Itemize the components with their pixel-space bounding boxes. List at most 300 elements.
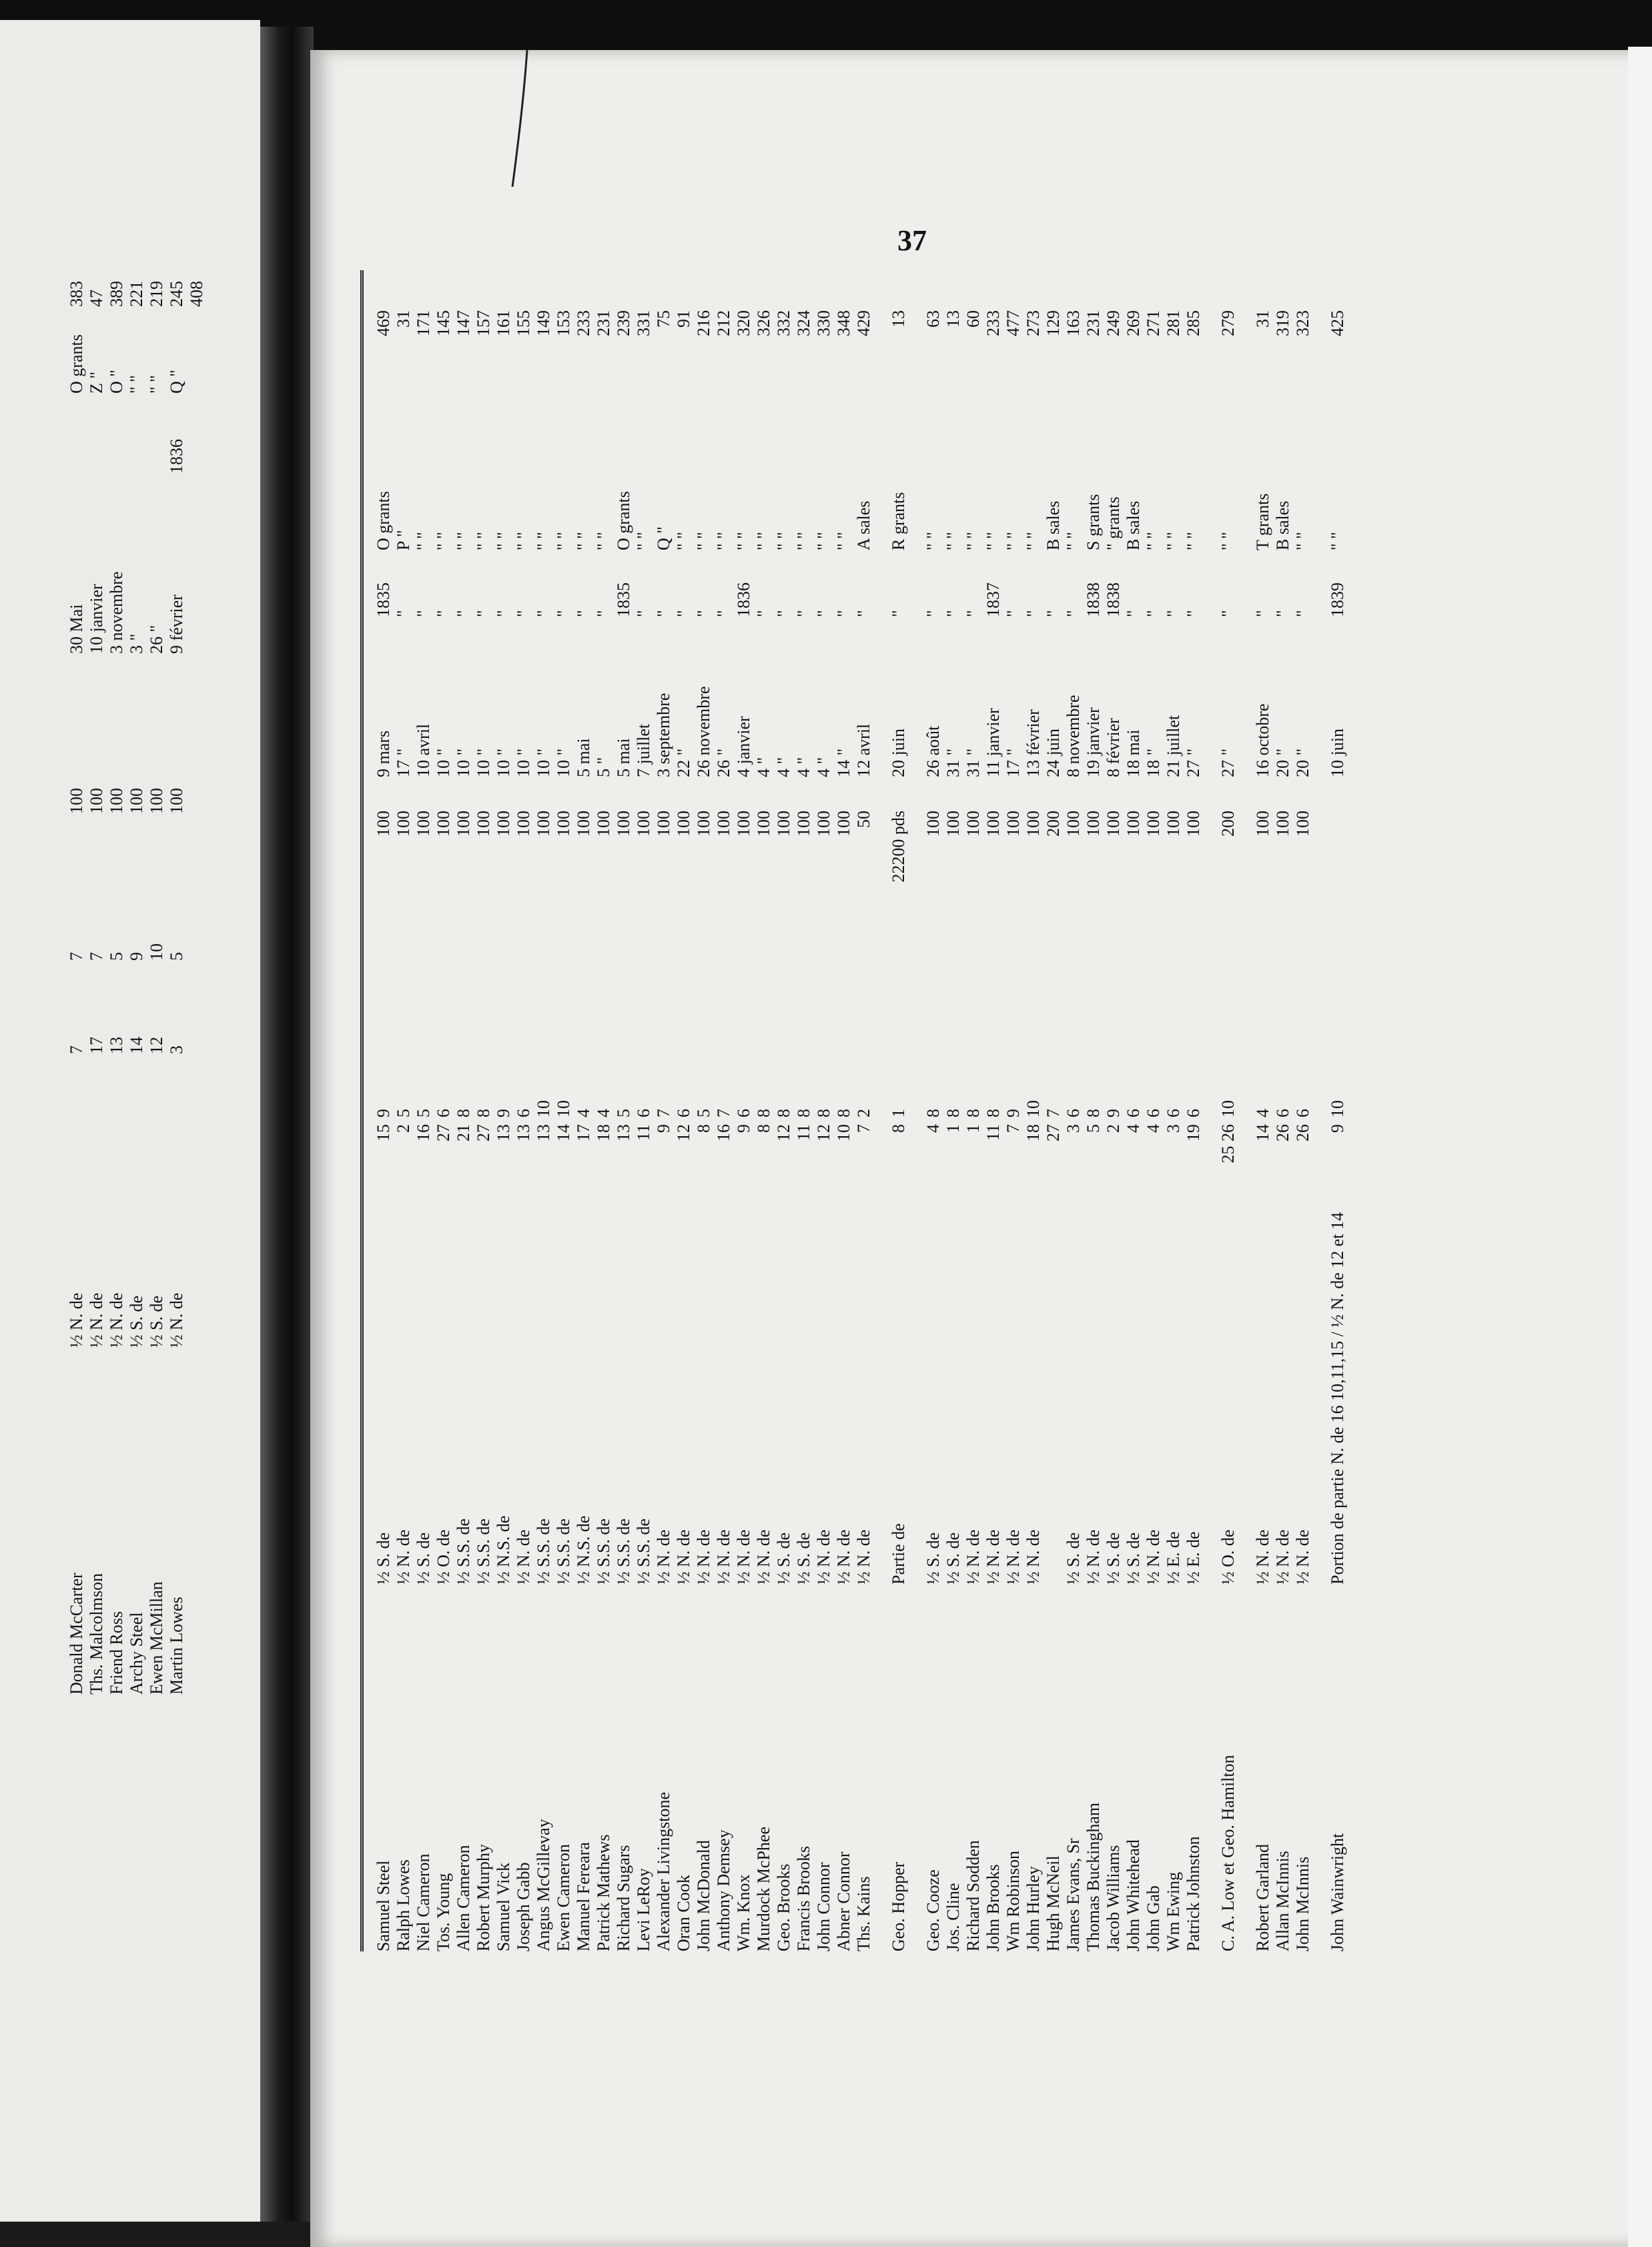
cell-area: 100	[634, 811, 653, 837]
cell-year: "	[794, 610, 813, 617]
cell-cls: " "	[714, 532, 733, 550]
cell-lot: 8	[694, 1124, 713, 1133]
facing-table-row	[167, 227, 187, 1695]
cell-area: 100	[554, 811, 573, 837]
cell-lot: 18	[594, 1124, 613, 1142]
cell-folio: 63	[923, 310, 943, 328]
cell-year: "	[1044, 610, 1063, 617]
cell-year: 1837	[983, 582, 1003, 617]
cell-name: Wm. Knox	[734, 1874, 753, 1951]
cell-date: 5 mai	[574, 738, 593, 777]
cell-cls: " "	[923, 532, 943, 550]
cell-year: "	[474, 610, 493, 617]
facing-table-row	[67, 227, 87, 1695]
cell-folio: 269	[1124, 310, 1143, 336]
cell-lot: 27	[474, 1124, 493, 1142]
cell-date: 12 avril	[854, 723, 873, 777]
table-row	[834, 270, 854, 1951]
cell-cls: " "	[983, 532, 1003, 550]
cell-folio: 155	[514, 310, 533, 336]
cell-cls: " "	[474, 532, 493, 550]
cell-area: 100	[1084, 811, 1103, 837]
cell-con: 6	[634, 1109, 653, 1117]
cell-lot: 19	[1184, 1124, 1203, 1142]
cell-con: 6	[1184, 1109, 1203, 1117]
cell-year: "	[574, 610, 593, 617]
facing-table-row	[107, 227, 127, 1695]
cell-cls: B sales	[1273, 500, 1292, 550]
cell-area: 100	[923, 811, 943, 837]
cell-name: John Connor	[814, 1862, 833, 1951]
cell-cls: " "	[694, 532, 713, 550]
cell-cls: " "	[963, 532, 983, 550]
facing-cell-part: ½ N. de	[107, 1292, 126, 1348]
cell-con: 9	[1104, 1109, 1123, 1117]
cell-name: John McInnis	[1293, 1856, 1312, 1951]
cell-name: Murdock McPhee	[754, 1826, 773, 1951]
table-row	[1124, 270, 1144, 1951]
cell-year: "	[754, 610, 773, 617]
cell-cls: S grants	[1084, 494, 1103, 550]
cell-part: Partie de	[889, 1523, 908, 1585]
cell-name: Oran Cook	[674, 1875, 693, 1951]
cell-con: 6	[1144, 1109, 1163, 1117]
table-row	[1003, 270, 1023, 1951]
cell-con: 6	[1124, 1109, 1143, 1117]
cell-cls: " "	[1164, 532, 1183, 550]
cell-year: "	[654, 610, 673, 617]
cell-cls: " "	[1328, 532, 1347, 550]
cell-part: ½ S.S. de	[614, 1518, 633, 1585]
cell-area: 100	[814, 811, 833, 837]
cell-part: ½ N. de	[1253, 1529, 1272, 1585]
cell-year: "	[434, 610, 453, 617]
cell-part: ½ S.S. de	[634, 1518, 653, 1585]
cell-lot: 13	[534, 1124, 553, 1142]
facing-page-fragment	[0, 20, 260, 2222]
cell-folio: 129	[1044, 310, 1063, 336]
facing-cell-date: 9 février	[167, 594, 186, 654]
cell-year: 1838	[1084, 582, 1103, 617]
cell-folio: 13	[943, 310, 963, 328]
cell-date: 20 juin	[889, 729, 908, 777]
cell-con: 10	[1218, 1100, 1238, 1117]
cell-cls: " "	[514, 532, 533, 550]
cell-cls: " "	[1064, 532, 1083, 550]
land-grants-table	[360, 270, 1394, 1951]
cell-cls: " "	[594, 532, 613, 550]
cell-area: 100	[1003, 811, 1023, 837]
cell-cls: A sales	[854, 500, 873, 550]
cell-con: 6	[674, 1109, 693, 1117]
cell-date: 10 "	[454, 748, 473, 777]
cell-cls: " "	[754, 532, 773, 550]
cell-cls: " "	[554, 532, 573, 550]
cell-area: 100	[414, 811, 433, 837]
cell-year: "	[554, 610, 573, 617]
cell-folio: 13	[889, 310, 908, 328]
cell-con: 10	[534, 1100, 553, 1117]
cell-folio: 212	[714, 310, 733, 336]
cell-lot: 16	[414, 1124, 433, 1142]
cell-part: ½ N. de	[654, 1529, 673, 1585]
cell-area: 100	[1293, 811, 1312, 837]
facing-cell-area: 100	[167, 788, 186, 814]
cell-date: 10 "	[514, 748, 533, 777]
cell-lot: 3	[1064, 1124, 1083, 1133]
table-row	[614, 270, 634, 1951]
cell-name: Robert Garland	[1253, 1843, 1272, 1951]
facing-table-row	[187, 227, 207, 1695]
cell-name: Patrick Johnston	[1184, 1836, 1203, 1951]
cell-part: ½ N. de	[983, 1529, 1003, 1585]
cell-con: 6	[1064, 1109, 1083, 1117]
cell-year: "	[594, 610, 613, 617]
cell-name: Manuel Fereara	[574, 1842, 593, 1951]
facing-cell-area: 100	[67, 788, 86, 814]
cell-date: 7 juillet	[634, 723, 653, 777]
cell-lot: 11	[983, 1124, 1003, 1142]
table-row	[394, 270, 414, 1951]
table-row	[963, 270, 983, 1951]
cell-lot: 5	[1084, 1124, 1103, 1133]
cell-date: 4 "	[814, 757, 833, 777]
facing-page-table	[27, 227, 227, 1695]
table-row	[1144, 270, 1164, 1951]
cell-date: 8 février	[1104, 718, 1123, 777]
cell-folio: 75	[654, 310, 673, 328]
facing-table-row	[127, 227, 147, 1695]
table-row	[694, 270, 714, 1951]
cell-cls: T grants	[1253, 493, 1272, 550]
cell-cls: " grants	[1104, 496, 1123, 550]
cell-year: "	[1023, 610, 1043, 617]
table-top-rule	[360, 270, 364, 1951]
cell-year: "	[1218, 610, 1238, 617]
facing-cell-date: 3 novembre	[107, 571, 126, 654]
cell-year: "	[834, 610, 853, 617]
cell-con: 10	[1328, 1100, 1347, 1117]
cell-con: 4	[574, 1109, 593, 1117]
table-row	[714, 270, 734, 1951]
cell-folio: 332	[774, 310, 793, 336]
facing-table-row	[147, 227, 167, 1695]
facing-cell-lot: 12	[147, 1037, 166, 1054]
cell-con: 5	[394, 1109, 413, 1117]
table-row	[654, 270, 674, 1951]
cell-con: 8	[474, 1109, 493, 1117]
cell-lot: 8	[754, 1124, 773, 1133]
cell-lot: 26	[1273, 1124, 1292, 1142]
cell-folio: 233	[574, 310, 593, 336]
cell-part: ½ N.S. de	[574, 1515, 593, 1585]
cell-lot: 18	[1023, 1124, 1043, 1142]
cell-name: Ewen Cameron	[554, 1843, 573, 1951]
cell-con: 8	[923, 1109, 943, 1117]
cell-folio: 273	[1023, 310, 1043, 336]
cell-part: ½ O. de	[434, 1529, 453, 1585]
table-row	[943, 270, 963, 1951]
table-row	[1293, 270, 1313, 1951]
facing-cell-year: 1836	[167, 439, 186, 474]
cell-part: ½ S. de	[1064, 1532, 1083, 1585]
facing-cell-con: 7	[87, 952, 106, 961]
cell-date: 8 novembre	[1064, 695, 1083, 777]
facing-cell-cls: Z "	[87, 372, 106, 394]
cell-date: 5 mai	[614, 738, 633, 777]
cell-date: 9 mars	[374, 730, 393, 777]
cell-cls: B sales	[1124, 500, 1143, 550]
cell-cls: " "	[434, 532, 453, 550]
cell-name: Jos. Cline	[943, 1883, 963, 1951]
table-row	[923, 270, 943, 1951]
cell-area: 100	[454, 811, 473, 837]
cell-cls: " "	[494, 532, 513, 550]
table-row	[454, 270, 474, 1951]
cell-folio: 323	[1293, 310, 1312, 336]
cell-cls: " "	[454, 532, 473, 550]
cell-name: John McDonald	[694, 1840, 713, 1951]
cell-part: ½ S. de	[943, 1532, 963, 1585]
cell-date: 16 octobre	[1253, 703, 1272, 777]
facing-cell-cls: O "	[107, 370, 126, 394]
table-row	[734, 270, 754, 1951]
cell-date: 26 novembre	[694, 686, 713, 777]
table-row	[889, 270, 909, 1951]
table-row	[594, 270, 614, 1951]
cell-area: 100	[494, 811, 513, 837]
facing-cell-name: Ewen McMillan	[147, 1581, 166, 1695]
cell-date: 3 septembre	[654, 693, 673, 777]
book-gutter	[260, 27, 314, 2222]
cell-area: 100	[694, 811, 713, 837]
facing-cell-name: Friend Ross	[107, 1611, 126, 1695]
table-row	[1023, 270, 1044, 1951]
cell-con: 6	[434, 1109, 453, 1117]
cell-con: 8	[454, 1109, 473, 1117]
cell-area: 100	[714, 811, 733, 837]
cell-folio: 233	[983, 310, 1003, 336]
cell-part: ½ N. de	[674, 1529, 693, 1585]
cell-area: 100	[1253, 811, 1272, 837]
cell-folio: 281	[1164, 310, 1183, 336]
facing-cell-lot: 14	[127, 1037, 146, 1054]
cell-con: 6	[1293, 1109, 1312, 1117]
cell-year: "	[1184, 610, 1203, 617]
cell-date: 4 "	[754, 757, 773, 777]
cell-folio: 31	[1253, 310, 1272, 328]
cell-part: ½ N. de	[1084, 1529, 1103, 1585]
cell-folio: 239	[614, 310, 633, 336]
facing-cell-date: 26 "	[147, 624, 166, 654]
cell-date: 10 "	[494, 748, 513, 777]
cell-date: 10 "	[474, 748, 493, 777]
cell-folio: 271	[1144, 310, 1163, 336]
cell-lot: 17	[574, 1124, 593, 1142]
cell-area: 100	[534, 811, 553, 837]
cell-part: ½ S. de	[374, 1532, 393, 1585]
cell-lot: 12	[674, 1124, 693, 1142]
cell-cls: " "	[1023, 532, 1043, 550]
cell-cls: " "	[674, 532, 693, 550]
cell-lot: 21	[454, 1124, 473, 1142]
cell-cls: " "	[414, 532, 433, 550]
page-number: 37	[897, 224, 927, 257]
cell-lot: 2	[394, 1124, 413, 1133]
cell-part: ½ N. de	[854, 1529, 873, 1585]
cell-area: 22200 pds	[889, 811, 908, 883]
cell-con: 8	[983, 1109, 1003, 1117]
cell-date: 10 avril	[414, 723, 433, 777]
cell-lot: 14	[1253, 1124, 1272, 1142]
cell-con: 1	[889, 1109, 908, 1117]
table-row	[1273, 270, 1293, 1951]
cell-cls: Q "	[654, 526, 673, 550]
cell-date: 10 "	[554, 748, 573, 777]
facing-cell-part: ½ S. de	[147, 1296, 166, 1348]
cell-con: 5	[614, 1109, 633, 1117]
cell-area: 100	[1164, 811, 1183, 837]
cell-area: 100	[1184, 811, 1203, 837]
table-row	[854, 270, 874, 1951]
cell-cls: " "	[1293, 532, 1312, 550]
cell-lot: 7	[1003, 1124, 1023, 1133]
cell-cls: " "	[1003, 532, 1023, 550]
cell-con: 4	[594, 1109, 613, 1117]
cell-folio: 171	[414, 310, 433, 336]
cell-cls: " "	[574, 532, 593, 550]
cell-date: 26 août	[923, 725, 943, 777]
cell-date: 10 "	[534, 748, 553, 777]
cell-year: "	[774, 610, 793, 617]
cell-cls: P "	[394, 530, 413, 550]
cell-name: C. A. Low et Geo. Hamilton	[1218, 1755, 1238, 1951]
cell-date: 13 février	[1023, 709, 1043, 777]
table-row	[494, 270, 514, 1951]
facing-cell-con: 5	[107, 952, 126, 961]
cell-area: 100	[594, 811, 613, 837]
facing-cell-part: ½ N. de	[87, 1292, 106, 1348]
cell-folio: 285	[1184, 310, 1203, 336]
cell-part: ½ N. de	[714, 1529, 733, 1585]
cell-cls: " "	[534, 532, 553, 550]
facing-cell-lot: 17	[87, 1037, 106, 1054]
facing-cell-name: Archy Steel	[127, 1612, 146, 1695]
cell-year: 1838	[1104, 582, 1123, 617]
cell-lot: 9	[1328, 1124, 1347, 1133]
cell-date: 4 "	[774, 757, 793, 777]
facing-cell-date: 30 Mai	[67, 604, 86, 654]
cell-date: 10 juin	[1328, 729, 1347, 777]
cell-folio: 429	[854, 310, 873, 336]
facing-cell-part: ½ N. de	[167, 1292, 186, 1348]
cell-year: 1835	[614, 582, 633, 617]
cell-folio: 216	[694, 310, 713, 336]
table-row	[554, 270, 574, 1951]
cell-year: "	[1144, 610, 1163, 617]
table-row	[1218, 270, 1238, 1951]
facing-cell-area: 100	[127, 788, 146, 814]
cell-date: 21 juillet	[1164, 715, 1183, 777]
facing-cell-folio: 245	[167, 281, 186, 307]
cell-area: 100	[963, 811, 983, 837]
cell-folio: 330	[814, 310, 833, 336]
cell-cls: " "	[1184, 532, 1203, 550]
cell-date: 14 "	[834, 748, 853, 777]
facing-cell-con: 7	[67, 952, 86, 961]
cell-year: "	[694, 610, 713, 617]
table-row	[1253, 270, 1273, 1951]
cell-year: "	[714, 610, 733, 617]
cell-date: 17 "	[1003, 748, 1023, 777]
cell-part: ½ E. de	[1164, 1531, 1183, 1585]
cell-name: Geo. Hopper	[889, 1861, 908, 1951]
cell-lot: 12	[774, 1124, 793, 1142]
cell-date: 27 "	[1218, 748, 1238, 777]
cell-year: "	[1253, 610, 1272, 617]
cell-con: 8	[794, 1109, 813, 1117]
cell-cls: " "	[814, 532, 833, 550]
cell-year: "	[1164, 610, 1183, 617]
cell-name: John Whitehead	[1124, 1839, 1143, 1951]
cell-part: ½ S.S. de	[554, 1518, 573, 1585]
cell-folio: 231	[1084, 310, 1103, 336]
cell-part: ½ N. de	[1144, 1529, 1163, 1585]
cell-date: 31 "	[963, 748, 983, 777]
cell-date: 10 "	[434, 748, 453, 777]
cell-part: ½ N. de	[1293, 1529, 1312, 1585]
cell-part: ½ N. de	[1273, 1529, 1292, 1585]
table-row	[634, 270, 654, 1951]
cell-year: "	[674, 610, 693, 617]
cell-con: 8	[774, 1109, 793, 1117]
cell-date: 20 "	[1293, 748, 1312, 777]
cell-date: 18 "	[1144, 748, 1163, 777]
cell-cls: " "	[734, 532, 753, 550]
cell-area: 100	[674, 811, 693, 837]
cell-part: ½ S. de	[774, 1532, 793, 1585]
cell-name: John Wainwright	[1328, 1833, 1347, 1951]
cell-lot: 13	[614, 1124, 633, 1142]
cell-year: 1835	[374, 582, 393, 617]
cell-name: Allan McInnis	[1273, 1851, 1292, 1951]
cell-year: "	[1003, 610, 1023, 617]
cell-con: 9	[1003, 1109, 1023, 1117]
cell-part: ½ S. de	[1104, 1532, 1123, 1585]
cell-lot: 27	[1044, 1124, 1063, 1142]
cell-lot: 8	[889, 1124, 908, 1133]
cell-lot: 11	[794, 1124, 813, 1142]
table-row	[1064, 270, 1084, 1951]
cell-part: ½ S.S. de	[534, 1518, 553, 1585]
cell-folio: 91	[674, 310, 693, 328]
cell-date: 31 "	[943, 748, 963, 777]
cell-year: "	[943, 610, 963, 617]
cell-part: Portion de partie N. de 16 10,11,15 / ½ N. de 12 et 14	[1328, 1212, 1347, 1585]
facing-cell-folio: 383	[67, 281, 86, 307]
facing-cell-area: 100	[107, 788, 126, 814]
cell-lot: 27	[434, 1124, 453, 1142]
cell-lot: 1	[943, 1124, 963, 1133]
cell-area: 100	[514, 811, 533, 837]
cell-area: 200	[1044, 811, 1063, 837]
table-row	[434, 270, 454, 1951]
cell-year: "	[634, 610, 653, 617]
cell-year: "	[514, 610, 533, 617]
cell-date: 27 "	[1184, 748, 1203, 777]
cell-lot: 12	[814, 1124, 833, 1142]
cell-part: ½ O. de	[1218, 1529, 1238, 1585]
